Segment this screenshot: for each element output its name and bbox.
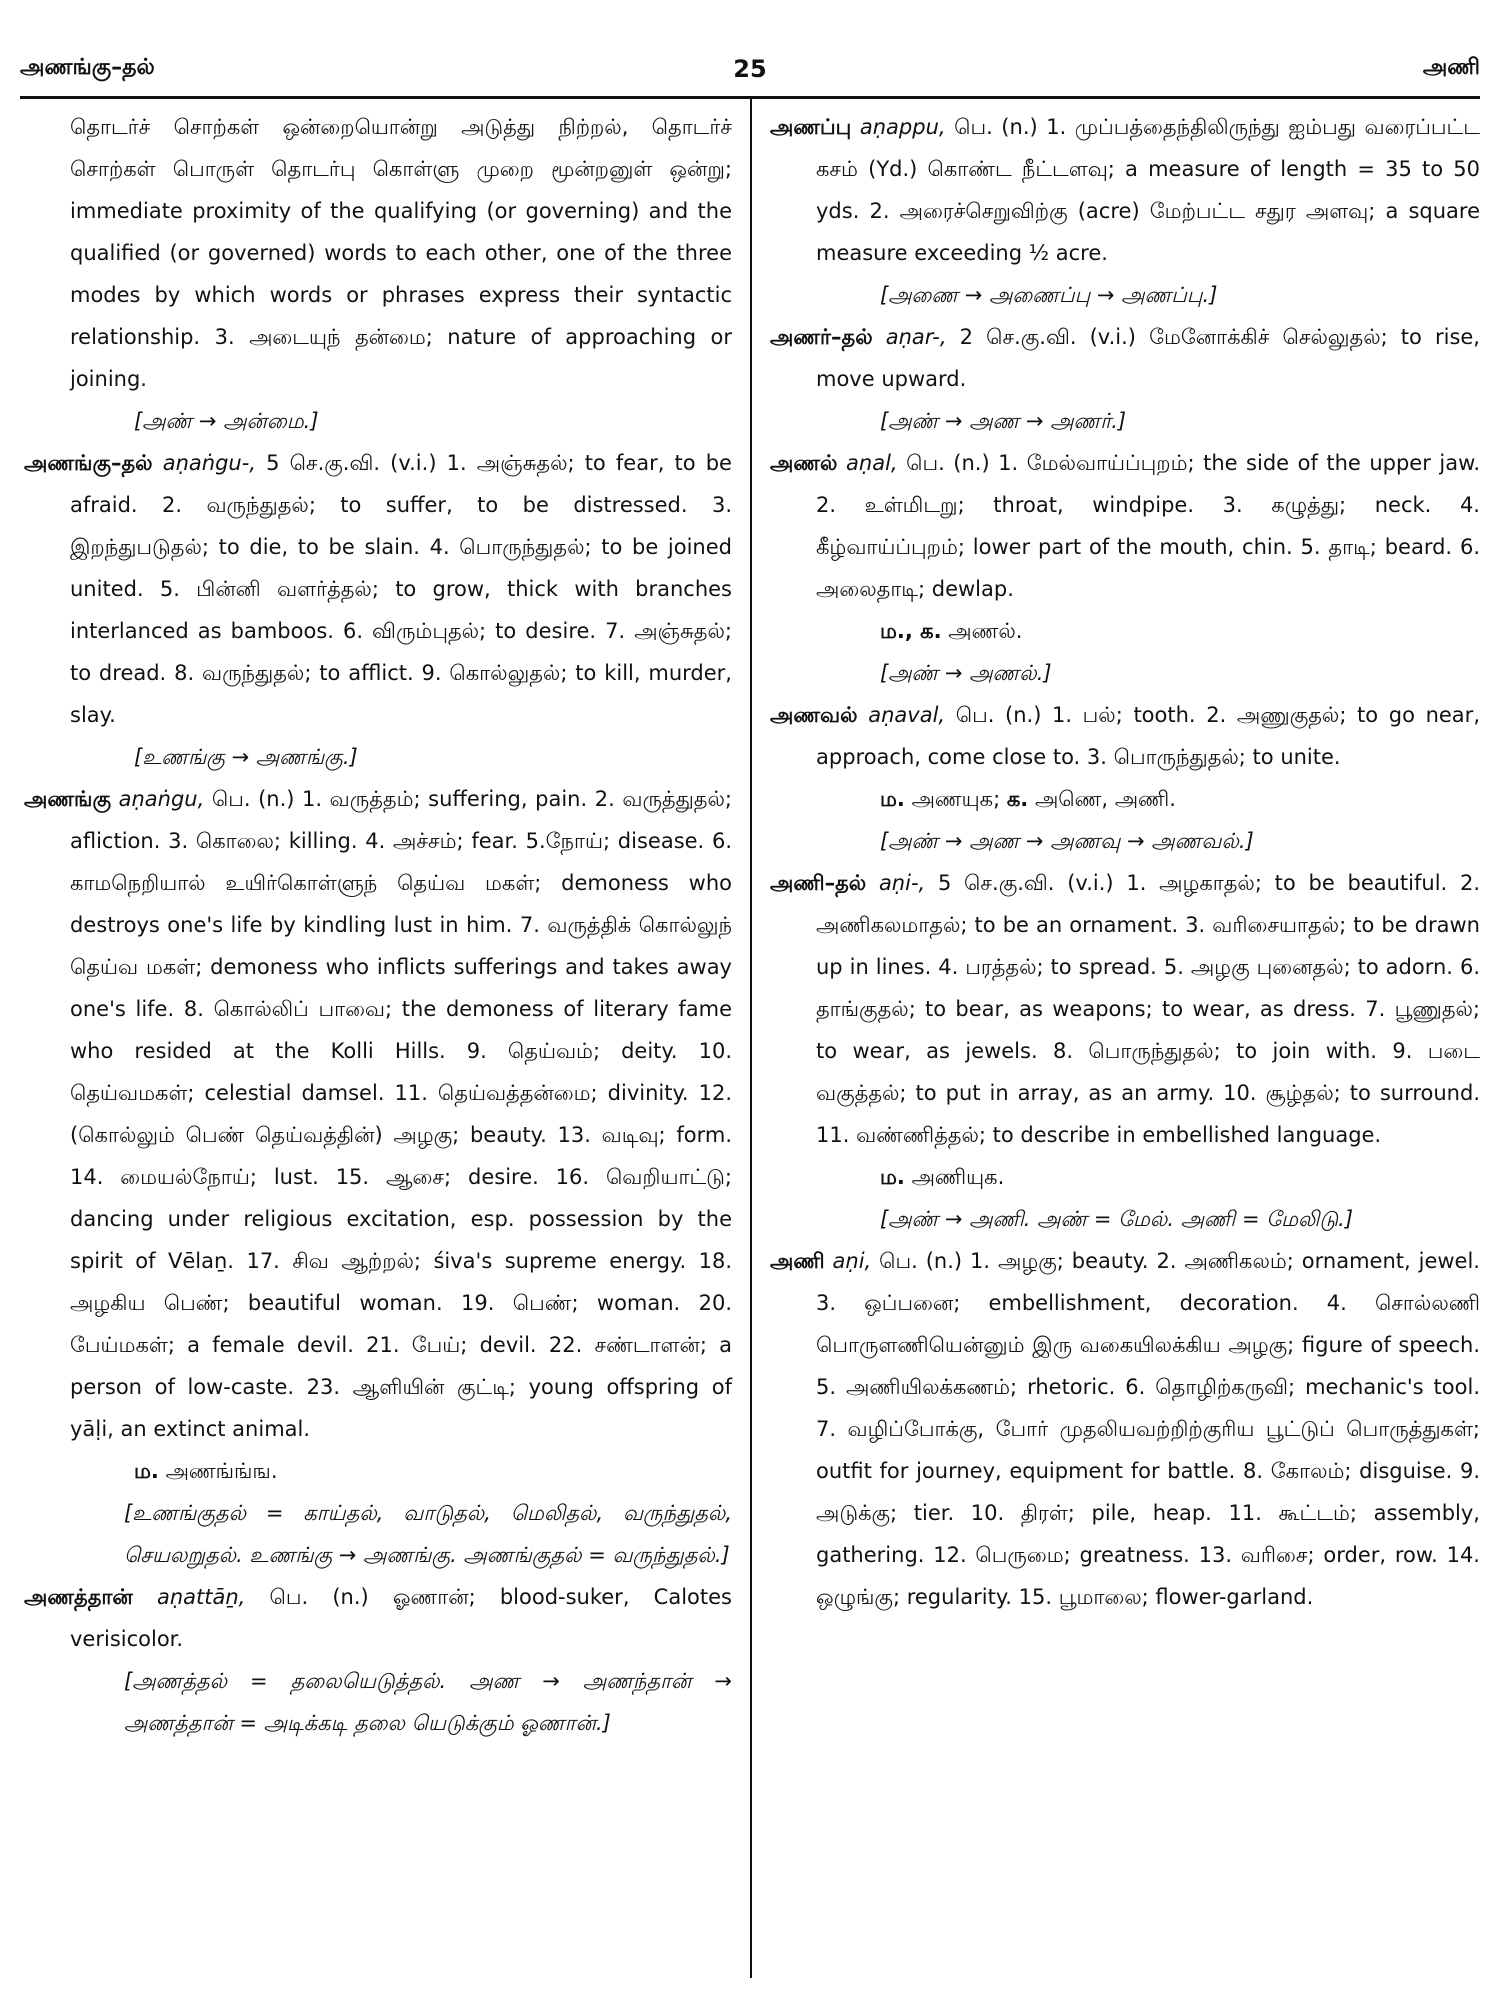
language-abbrev: ம., க.	[880, 619, 942, 643]
page-number: 25	[733, 55, 767, 83]
definition: 5 செ.கு.வி. (v.i.) 1. அழகாதல்; to be beautiful. 2. அணிகலமாதல்; to be an ornament. 3. வரிசையாதல்; to be drawn up in lines. 4. பரத்தல்; to spread. 5. அழகு புனைதல்; to adorn. 6. தாங்குதல்; to bear, as weapons; to wear, as dress. 7. பூணுதல்; to wear, as jewels. 8. பொருந்துதல்; to join with. 9. படை வகுத்தல்; to put in array, as an army. 10. சூழ்தல்; to surround. 11. வண்ணித்தல்; to describe in embellished language.	[816, 871, 1480, 1147]
definition: பெ. (n.) ஓணான்; blood-suker, Calotes verisicolor.	[70, 1585, 732, 1651]
cognates	[770, 1156, 1480, 1198]
headword: அணங்கு–தல்	[24, 451, 153, 475]
definition: பெ. (n.) 1. வருத்தம்; suffering, pain. 2. வருத்துதல்; afliction. 3. கொலை; killing. 4. அச்சம்; fear. 5.நோய்; disease. 6. காமநெறியால் உயிர்கொள்ளுந் தெய்வ மகள்; demoness who destroys one's life by kindling lust in him. 7. வருத்திக் கொல்லுந் தெய்வ மகள்; demoness who inflicts sufferings and takes away one's life. 8. கொல்லிப் பாவை; the demoness of literary fame who resided at the Kolli Hills. 9. தெய்வம்; deity. 10. தெய்வமகள்; celestial damsel. 11. தெய்வத்தன்மை; divinity. 12. (கொல்லும் பெண் தெய்வத்தின்) அழகு; beauty. 13. வடிவு; form. 14. மையல்நோய்; lust. 15. ஆசை; desire. 16. வெறியாட்டு; dancing under religious excitation, esp. possession by the spirit of Vēlaṉ. 17. சிவ ஆற்றல்; śiva's supreme energy. 18. அழகிய பெண்; beautiful woman. 19. பெண்; woman. 20. பேய்மகள்; a female devil. 21. பேய்; devil. 22. சண்டாளன்; a person of low-caste. 23. ஆளியின் குட்டி; young offspring of yāḷi, an extinct animal.	[70, 787, 732, 1441]
etymology: [உணங்கு → அணங்கு.]	[134, 745, 358, 769]
entry-ananku-tal	[24, 442, 732, 736]
headword: அணி–தல்	[770, 871, 867, 895]
transliteration: aṇi-,	[878, 871, 926, 895]
etymology: [உணங்குதல் = காய்தல், வாடுதல், மெலிதல், வருந்துதல், செயலறுதல். உணங்கு → அணங்கு. அணங்குதல் = வருந்துதல்.]	[124, 1501, 732, 1567]
etymology: [அண் → அணி. அண் = மேல். அணி = மேலிடு.]	[880, 1207, 1354, 1231]
definition: 2 செ.கு.வி. (v.i.) மேனோக்கிச் செல்லுதல்; to rise, move upward.	[816, 325, 1480, 391]
headword: அணப்பு	[770, 115, 852, 139]
entry-anappu	[770, 106, 1480, 274]
definition: பெ. (n.) 1. பல்; tooth. 2. அணுகுதல்; to go near, approach, come close to. 3. பொருந்துதல்; to unite.	[816, 703, 1480, 769]
right-guide-word: அணி	[1422, 55, 1480, 80]
transliteration: aṇi,	[832, 1249, 872, 1273]
etymology: [அணத்தல் = தலையெடுத்தல். அண → அணந்தான் → அணத்தான் = அடிக்கடி தலை யெடுக்கும் ஓணான்.]	[124, 1669, 732, 1735]
headword: அணி	[770, 1249, 825, 1273]
definition: பெ. (n.) 1. அழகு; beauty. 2. அணிகலம்; ornament, jewel. 3. ஒப்பனை; embellishment, decoration. 4. சொல்லணி பொருளணியென்னும் இரு வகையிலக்கிய அழகு; figure of speech. 5. அணியிலக்கணம்; rhetoric. 6. தொழிற்கருவி; mechanic's tool. 7. வழிப்போக்கு, போர் முதலியவற்றிற்குரிய பூட்டுப் பொருத்துகள்; outfit for journey, equipment for battle. 8. கோலம்; disguise. 9. அடுக்கு; tier. 10. திரள்; pile, heap. 11. கூட்டம்; assembly, gathering. 12. பெருமை; greatness. 13. வரிசை; order, row. 14. ஒழுங்கு; regularity. 15. பூமாலை; flower-garland.	[816, 1249, 1480, 1609]
cognates	[770, 610, 1480, 652]
language-abbrev: க.	[1006, 787, 1029, 811]
headword: அணவல்	[770, 703, 858, 727]
definition: 5 செ.கு.வி. (v.i.) 1. அஞ்சுதல்; to fear, to be afraid. 2. வருந்துதல்; to suffer, to be distressed. 3. இறந்துபடுதல்; to die, to be slain. 4. பொருந்துதல்; to be joined united. 5. பின்னி வளர்த்தல்; to grow, thick with branches interlanced as bamboos. 6. விரும்புதல்; to desire. 7. அஞ்சுதல்; to dread. 8. வருந்துதல்; to afflict. 9. கொல்லுதல்; to kill, murder, slay.	[70, 451, 732, 727]
etymology: [அணை → அணைப்பு → அணப்பு.]	[880, 283, 1218, 307]
cognate-form: அணல்.	[948, 619, 1023, 643]
entry-ani	[770, 1240, 1480, 1618]
right-column	[770, 106, 1480, 1618]
etymology: [அண் → அணல்.]	[880, 661, 1052, 685]
headword: அணங்கு	[24, 787, 111, 811]
transliteration: aṇaṅgu,	[118, 787, 205, 811]
language-abbrev: ம.	[134, 1459, 159, 1483]
page-header	[20, 55, 1480, 95]
cognate-form: அணெ, அணி.	[1034, 787, 1176, 811]
cognate-form: அணியுக.	[911, 1165, 1005, 1189]
entry-ananku	[24, 778, 732, 1450]
etymology: [அண் → அண → அணவு → அணவல்.]	[880, 829, 1254, 853]
language-abbrev: ம.	[880, 787, 905, 811]
etymology: [அண் → அன்மை.]	[134, 409, 319, 433]
entry-anar-tal	[770, 316, 1480, 400]
transliteration: aṇar-,	[885, 325, 947, 349]
transliteration: aṇal,	[846, 451, 898, 475]
entry-ani-tal	[770, 862, 1480, 1156]
column-divider	[750, 98, 752, 1978]
headword: அணத்தான்	[24, 1585, 133, 1609]
transliteration: aṇappu,	[859, 115, 946, 139]
entry-anaval	[770, 694, 1480, 778]
left-guide-word: அணங்கு–தல்	[20, 55, 155, 80]
transliteration: aṇaṅgu-,	[162, 451, 256, 475]
transliteration: aṇattāṉ,	[156, 1585, 246, 1609]
headword: அணர்–தல்	[770, 325, 873, 349]
entry-anattan	[24, 1576, 732, 1660]
cognate-form: அணங்ங்ங.	[165, 1459, 278, 1483]
etymology: [அண் → அண → அணர்.]	[880, 409, 1127, 433]
continued-definition: தொடர்ச் சொற்கள் ஒன்றையொன்று அடுத்து நிற்றல், தொடர்ச் சொற்கள் பொருள் தொடர்பு கொள்ளு முறை மூன்றனுள் ஒன்று; immediate proximity of the qualifying (or governing) and the qualified (or governed) words to each other, one of the three modes by which words or phrases express their syntactic relationship. 3. அடையுந் தன்மை; nature of approaching or joining.	[70, 115, 732, 391]
language-abbrev: ம.	[880, 1165, 905, 1189]
headword: அணல்	[770, 451, 838, 475]
entry-anal	[770, 442, 1480, 610]
definition: பெ. (n.) 1. மேல்வாய்ப்புறம்; the side of the upper jaw. 2. உள்மிடறு; throat, windpipe. 3. கழுத்து; neck. 4. கீழ்வாய்ப்புறம்; lower part of the mouth, chin. 5. தாடி; beard. 6. அலைதாடி; dewlap.	[816, 451, 1481, 601]
cognate-form: அணயுக;	[911, 787, 1001, 811]
left-column	[24, 106, 732, 1744]
definition: பெ. (n.) 1. முப்பத்தைந்திலிருந்து ஐம்பது வரைப்பட்ட கசம் (Yd.) கொண்ட நீட்டளவு; a measure of length = 35 to 50 yds. 2. அரைச்செறுவிற்கு (acre) மேற்பட்ட சதுர அளவு; a square measure exceeding ½ acre.	[816, 115, 1480, 265]
cognates	[770, 778, 1480, 820]
transliteration: aṇaval,	[868, 703, 946, 727]
cognates	[24, 1450, 732, 1492]
